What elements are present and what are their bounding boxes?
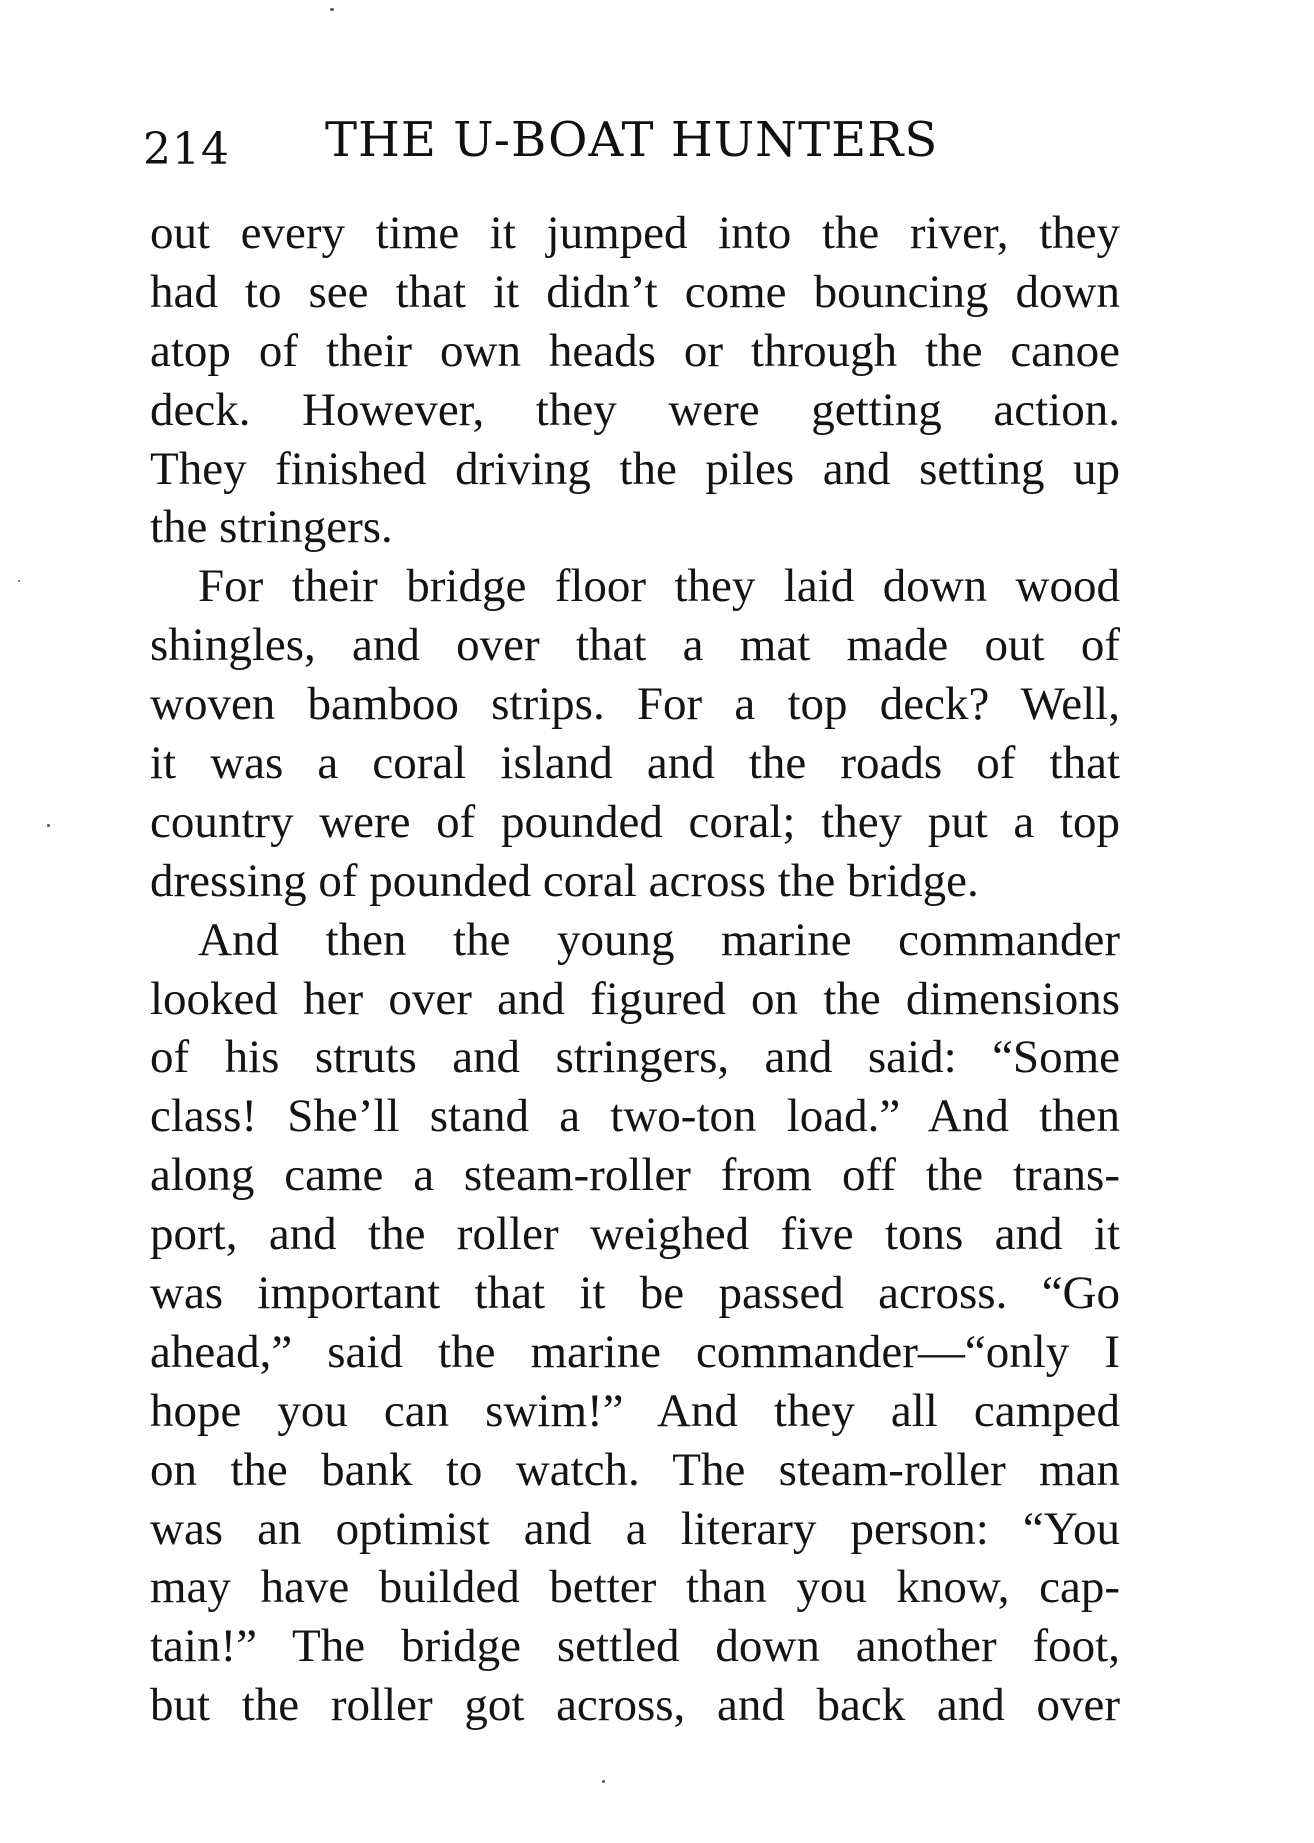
text-line: atop of their own heads or through the canoe <box>150 324 1120 377</box>
running-head: THE U-BOAT HUNTERS <box>325 112 939 168</box>
text-line: was an optimist and a literary person: “You <box>150 1502 1120 1555</box>
body-text <box>150 204 1120 1735</box>
scan-speck <box>330 8 334 11</box>
scan-speck <box>602 1780 605 1783</box>
text-line: out every time it jumped into the river, they <box>150 207 1120 259</box>
text-line: but the roller got across, and back and over <box>150 1679 1120 1732</box>
text-line: country were of pounded coral; they put a top <box>150 795 1120 848</box>
text-line: tain!” The bridge settled down another foot, <box>150 1620 1120 1673</box>
text-line: class! She’ll stand a two-ton load.” And then <box>150 1090 1120 1143</box>
scan-speck <box>18 580 20 582</box>
text-line: deck. However, they were getting action. <box>150 383 1120 436</box>
text-line: along came a steam-roller from off the trans- <box>150 1149 1120 1202</box>
text-line: They finished driving the piles and setting up <box>150 442 1120 495</box>
text-line: ahead,” said the marine commander—“only I <box>150 1325 1120 1378</box>
text-line: dressing of pounded coral across the bridge. <box>150 854 979 907</box>
scan-speck <box>47 824 50 827</box>
page-number: 214 <box>143 124 230 175</box>
text-line: of his struts and stringers, and said: “Some <box>150 1031 1120 1084</box>
text-line: woven bamboo strips. For a top deck? Well, <box>150 678 1120 731</box>
text-line: on the bank to watch. The steam-roller man <box>150 1443 1120 1496</box>
text-line: was important that it be passed across. “Go <box>150 1267 1120 1320</box>
text-line: may have builded better than you know, cap- <box>150 1561 1120 1614</box>
page-header <box>143 112 1143 175</box>
text-line: For their bridge floor they laid down wood <box>198 560 1120 613</box>
text-line: it was a coral island and the roads of that <box>150 737 1120 790</box>
text-line: shingles, and over that a mat made out of <box>150 619 1120 672</box>
text-line: had to see that it didn’t come bouncing down <box>150 265 1120 318</box>
text-line: the stringers. <box>150 501 393 554</box>
text-line: looked her over and figured on the dimensions <box>150 972 1120 1025</box>
text-line: port, and the roller weighed five tons and it <box>150 1208 1120 1261</box>
text-line: hope you can swim!” And they all camped <box>150 1384 1120 1437</box>
text-line: And then the young marine commander <box>198 913 1120 966</box>
